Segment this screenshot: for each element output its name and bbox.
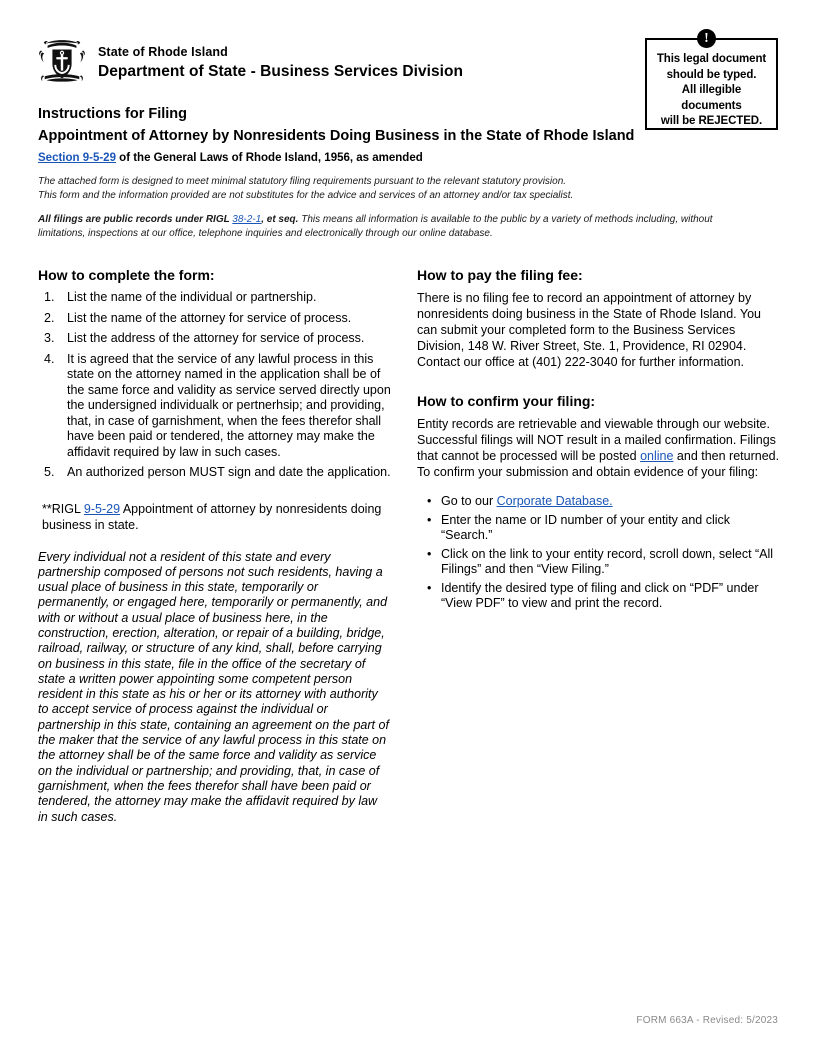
statute-link[interactable]: Section 9-5-29 <box>38 152 116 164</box>
how-to-confirm-heading: How to confirm your filing: <box>417 393 596 409</box>
rigl-38-2-1-link[interactable]: 38-2-1 <box>232 214 262 225</box>
rigl-prefix: **RIGL <box>42 501 84 516</box>
note-spacer <box>38 202 718 213</box>
corporate-database-link[interactable]: Corporate Database. <box>496 494 613 508</box>
warning-line-1: This legal document <box>656 53 767 65</box>
rigl-9-5-29-link[interactable]: 9-5-29 <box>83 501 121 516</box>
legal-warning-box <box>645 38 778 130</box>
list-item: List the address of the attorney for service of process. <box>67 331 365 345</box>
confirm-steps-list <box>417 494 783 612</box>
how-to-complete-heading: How to complete the form: <box>38 267 215 283</box>
list-item: • Click on the link to your entity record, scroll down, select “All Filings” and then “View Filing.” <box>417 547 783 578</box>
warning-line-4: documents <box>681 99 742 112</box>
statute-reference <box>38 151 423 166</box>
online-link[interactable]: online <box>640 449 674 463</box>
statute-quotation-text: Every individual not a resident of this state and every partnership composed of persons not such residents, having a usual place of business in this state, temporarily or permanently, or engaged here, temporarily or permanently, and with or without a usual place of business here, in the construction, erection, alteration, or repair of a building, bridge, railroad, railway, or structure of any kind, shall, before carrying on business in this state, file in the office of the secretary of state a written power appointing some competent person resident in this state as his or her or its attorney with authority to accept service of process against the individual or partnership in this state, containing an agreement on the part of the maker that the service of any lawful process in this state on the attorney shall be of the same force and validity as service on the individual or partnership; and providing, that, in case of garnishment, when the fees therefor shall have been paid or tendered, the attorney may make the affidavit required by law in such cases. <box>38 549 389 824</box>
document-header <box>38 36 463 86</box>
agency-name-block <box>98 36 463 82</box>
exclamation-circle-icon: ! <box>697 29 716 48</box>
list-item: It is agreed that the service of any lawful process in this state on the attorney named in the application shall be of the same force and validity as service served directly upon the undersigned individualk or pertnerhsip; and providing, that, in case of garnishment, when the fees therefor shall have been paid or tendered, the attorney may make the affidavit required by law in such cases. <box>67 351 391 459</box>
public-records-bold-suffix: , et seq. <box>261 214 299 225</box>
list-item: An authorized person MUST sign and date the application. <box>67 465 391 479</box>
disclaimer-line-2: This form and the information provided are not substitutes for the advice and services of an attorney and/or tax specialist. <box>38 189 574 201</box>
state-name: State of Rhode Island <box>98 45 228 59</box>
confirm-filing-paragraph <box>417 416 783 480</box>
how-to-pay-heading: How to pay the filing fee: <box>417 267 583 283</box>
list-item: List the name of the individual or partnership. <box>67 290 317 304</box>
right-column <box>417 266 783 615</box>
rigl-citation-note <box>38 501 398 533</box>
form-footer: FORM 663A - Revised: 5/2023 <box>636 1015 778 1026</box>
filing-fee-paragraph: There is no filing fee to record an appointment of attorney by nonresidents doing business in the State of Rhode Island. You can submit your completed form to the Business Services Division, 148 W. River Street, Ste. 1, Providence, RI 02904. Contact our office at (401) 222-3040 for further information. <box>417 291 762 369</box>
title-line-2: Appointment of Attorney by Nonresidents Doing Business in the State of Rhode Island <box>38 128 635 144</box>
list-item: • Identify the desired type of filing and click on “PDF” under “View PDF” to view and print the record. <box>417 581 783 612</box>
bullet-text-prefix: Go to our <box>441 494 497 508</box>
complete-form-steps <box>38 290 398 481</box>
public-records-rest: This means all information is available to the public by a variety of methods including, without limitations, inspections at our office, telephone inquiries and electronically through our online database. <box>38 214 713 239</box>
list-item: • Enter the name or ID number of your entity and click “Search.” <box>417 513 783 544</box>
confirm-text-part-2: and then returned. To confirm your submission and obtain evidence of your filing: <box>417 449 780 479</box>
rhode-island-state-seal-icon <box>38 36 86 86</box>
list-item: List the name of the attorney for service of process. <box>67 310 352 325</box>
title-line-1: Instructions for Filing <box>38 106 188 122</box>
warning-line-3: All illegible <box>681 84 742 96</box>
disclaimer-line-1: The attached form is designed to meet minimal statutory filing requirements pursuant to the relevant statutory provision. <box>38 176 567 187</box>
statute-reference-rest: of the General Laws of Rhode Island, 1956, as amended <box>115 152 423 164</box>
department-name: Department of State - Business Services Division <box>98 63 464 80</box>
rigl-suffix: Appointment of attorney by nonresidents doing business in state. <box>42 501 382 532</box>
warning-line-2: should be typed. <box>666 68 757 81</box>
public-records-note <box>38 213 718 240</box>
disclaimer-notes <box>38 175 718 240</box>
warning-line-5: will be REJECTED. <box>660 115 763 127</box>
confirm-text-part-1: Entity records are retrievable and viewable through our website. Successful filings will NOT result in a mailed confirmation. Filings that cannot be processed will be posted <box>417 417 776 463</box>
public-records-bold-prefix: All filings are public records under RIGL <box>38 214 233 225</box>
left-column <box>38 266 398 825</box>
page-title <box>38 105 634 146</box>
list-item <box>417 494 783 510</box>
